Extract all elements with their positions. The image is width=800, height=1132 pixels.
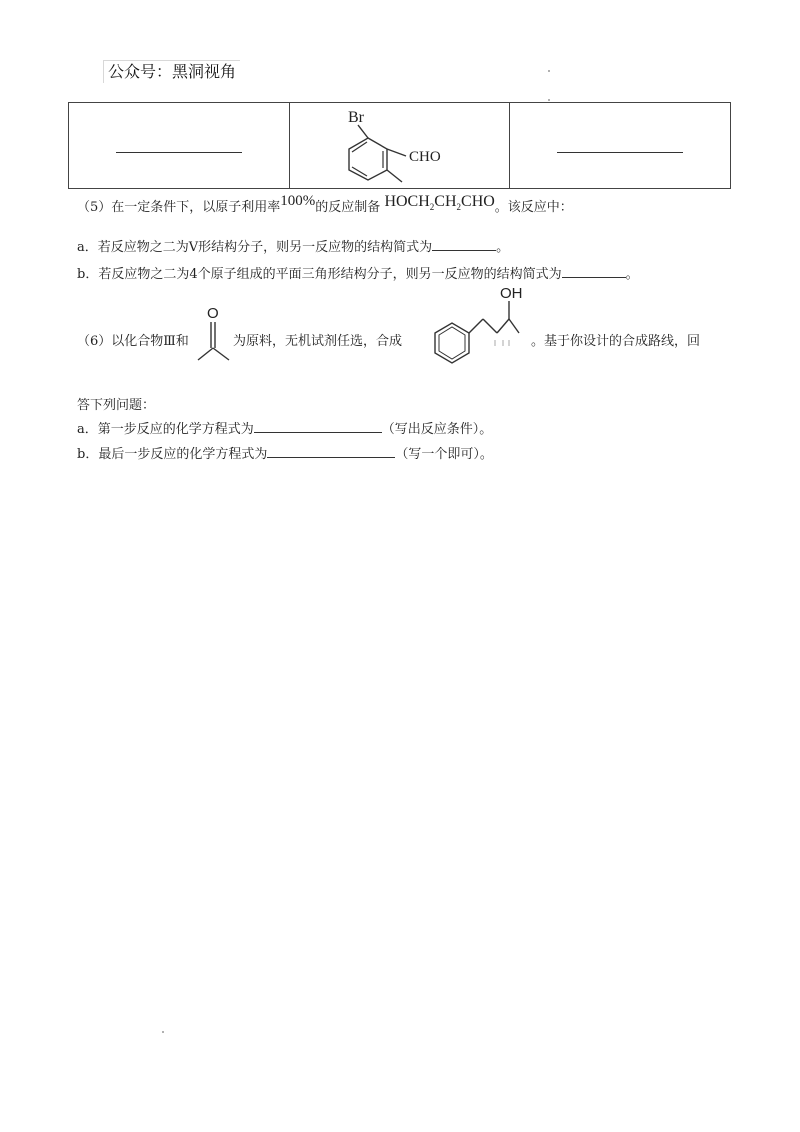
q6-continue: 答下列问题： [77, 398, 156, 413]
bromo-methyl-benzaldehyde-structure [340, 103, 470, 188]
answer-cell-right [510, 103, 731, 189]
acetone-structure [195, 302, 235, 366]
answer-cell-middle [289, 103, 510, 189]
q6-b-blank[interactable] [267, 443, 395, 458]
scan-speck [548, 99, 550, 101]
atom-utilization-percent: 100% [280, 193, 316, 209]
q5-a: a．若反应物之二为V形结构分子，则另一反应物的结构简式为 。 [77, 236, 509, 258]
answer-table [68, 102, 731, 189]
answer-cell-left [69, 103, 290, 189]
br-label: Br [347, 109, 364, 126]
q5-b: b．若反应物之二为4个原子组成的平面三角形结构分子，则另一反应物的结构简式为 。 [77, 263, 639, 285]
q6-intro: （6）以化合物Ⅲ和 O 为原料，无机试剂任选，合成 OH 。基于你设计的合成路线，回 [77, 296, 737, 374]
acetone-o-label: O [207, 305, 219, 322]
q6-a-blank[interactable] [254, 418, 382, 433]
oh-label: OH [500, 288, 523, 302]
scan-speck [162, 1031, 164, 1033]
product-formula: $HOCH_2CH_2CHO$ [384, 193, 495, 213]
q5-intro: （5）在一定条件下，以原子利用率100%的反应制备 $HOCH_2CH_2CHO$。该反应中： [77, 193, 573, 215]
q6-a: a．第一步反应的化学方程式为 （写出反应条件）。 [77, 418, 492, 440]
q5-a-blank[interactable] [432, 236, 496, 251]
scan-speck [548, 70, 550, 72]
answer-blank[interactable] [557, 152, 683, 153]
answer-blank[interactable] [116, 152, 242, 153]
q6-b: b．最后一步反应的化学方程式为 （写一个即可）。 [77, 443, 493, 465]
watermark: 公众号：黑洞视角 [103, 60, 240, 83]
cho-label: CHO [408, 149, 441, 165]
q5-b-blank[interactable] [562, 263, 626, 278]
phenyl-butanol-structure [415, 288, 525, 370]
